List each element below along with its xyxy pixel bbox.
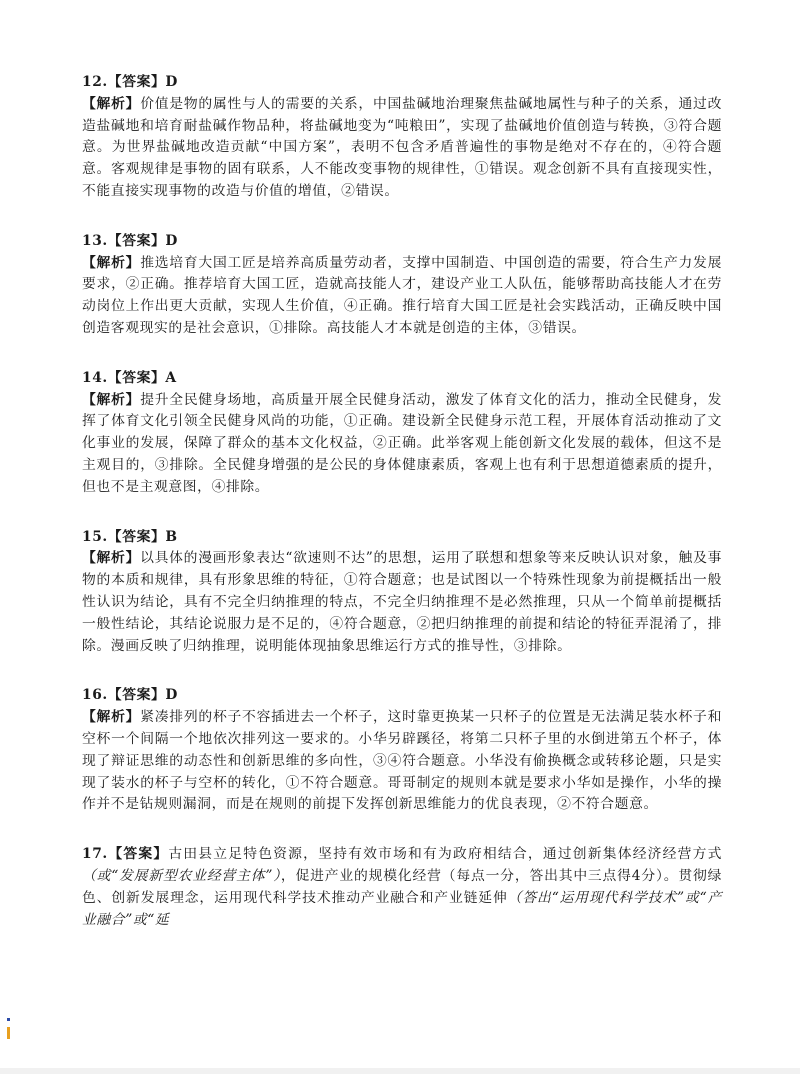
answer-text-1: 古田县立足特色资源，坚持有效市场和有为政府相结合，通过创新集体经济经营方式	[168, 846, 723, 863]
answer-alt-1: （或“发展新型农业经营主体”）	[82, 867, 281, 884]
explanation	[82, 253, 722, 340]
answer-line: 15.【答案】B	[82, 528, 178, 545]
margin-marks	[6, 1018, 12, 1039]
answer-alt-2: （答出“运用现代科学技术”或“产业融合”或“延	[82, 889, 722, 928]
explanation	[82, 390, 722, 499]
answer-text-2: ，促进产业的规模化经营（每点一分，答出其中三点得4分）。贯彻绿色、创新发展理念，运用现代科学技术推动产业融合和产业链延伸	[82, 867, 722, 906]
question-16	[82, 685, 722, 816]
question-15	[82, 527, 722, 658]
answer-line: 12.【答案】D	[82, 74, 178, 90]
explanation	[82, 548, 722, 657]
explanation-tag: 【解析】	[82, 391, 141, 408]
explanation-text: 价值是物的属性与人的需要的关系，中国盐碱地治理聚焦盐碱地属性与种子的关系，通过改造盐碱地和培育耐盐碱作物品种，将盐碱地变为“吨粮田”，实现了盐碱地价值创造与转换，③符合题意。为世界盐碱地改造贡献“中国方案”，表明不包含矛盾普遍性的事物是绝对不存在的，④符合题意。客观规律是事物的固有联系，人不能改变事物的规律性，①错误。观念创新不具有直接现实性，不能直接实现事物的改造与价值的增值，②错误。	[82, 95, 722, 199]
page-bottom-edge	[0, 1068, 800, 1074]
answer-line: 14.【答案】A	[82, 369, 177, 386]
answer-tag: 【答案】	[107, 846, 169, 863]
explanation-text: 提升全民健身场地，高质量开展全民健身活动，激发了体育文化的活力，推动全民健身，发挥了体育文化引领全民健身风尚的功能，①正确。建设新全民健身示范工程，开展体育活动推动了文化事业的发展，保障了群众的基本文化权益，②正确。此举客观上能创新文化发展的载体，但这不是主观目的，③排除。全民健身增强的是公民的身体健康素质，客观上也有利于思想道德素质的提升，但也不是主观意图，④排除。	[82, 391, 722, 495]
explanation-text: 紧凑排列的杯子不容插进去一个杯子，这时靠更换某一只杯子的位置是无法满足装水杯子和空杯一个间隔一个地依次排列这一要求的。小华另辟蹊径，将第二只杯子里的水倒进第五个杯子，体现了辩证思维的动态性和创新思维的多向性，③④符合题意。小华没有偷换概念或转移论题，只是实现了装水的杯子与空杯的转化，①不符合题意。哥哥制定的规则本就是要求小华如是操作，小华的操作并不是钻规则漏洞，而是在规则的前提下发挥创新思维能力的优良表现，②不符合题意。	[82, 709, 722, 813]
explanation	[82, 707, 722, 816]
explanation-text: 推选培育大国工匠是培养高质量劳动者，支撑中国制造、中国创造的需要，符合生产力发展要求，②正确。推荐培育大国工匠，造就高技能人才，建设产业工人队伍，能够帮助高技能人才在劳动岗位上作出更大贡献，实现人生价值，④正确。推行培育大国工匠是社会实践活动，正确反映中国创造客观现实的是社会意识，①排除。高技能人才本就是创造的主体，③错误。	[82, 254, 722, 336]
question-number: 17.	[82, 846, 108, 863]
margin-dot-mark	[7, 1018, 10, 1021]
explanation-text: 以具体的漫画形象表达“欲速则不达”的思想，运用了联想和想象等来反映认识对象，触及事物的本质和规律，具有形象思维的特征，①符合题意；也是试图以一个特殊性现象为前提概括出一般性认识为结论，具有不完全归纳推理的特点，不完全归纳推理不是必然推理，只从一个简单前提概括一般性结论，其结论说服力是不足的，④符合题意，②把归纳推理的前提和结论的特征弄混淆了，排除。漫画反映了归纳推理，说明能体现抽象思维运行方式的推导性，③排除。	[82, 550, 722, 654]
explanation	[82, 94, 722, 203]
explanation-tag: 【解析】	[82, 550, 141, 567]
explanation-tag: 【解析】	[82, 709, 141, 726]
answer-key-content	[82, 72, 722, 931]
explanation-tag: 【解析】	[82, 254, 141, 271]
answer-line: 13.【答案】D	[82, 232, 178, 249]
question-17	[82, 844, 722, 931]
explanation-tag: 【解析】	[82, 95, 141, 112]
answer-line: 16.【答案】D	[82, 687, 178, 704]
question-13	[82, 231, 722, 340]
question-12	[82, 72, 722, 203]
margin-bar-mark	[7, 1027, 10, 1039]
answer-paragraph	[82, 844, 722, 931]
question-14	[82, 368, 722, 499]
